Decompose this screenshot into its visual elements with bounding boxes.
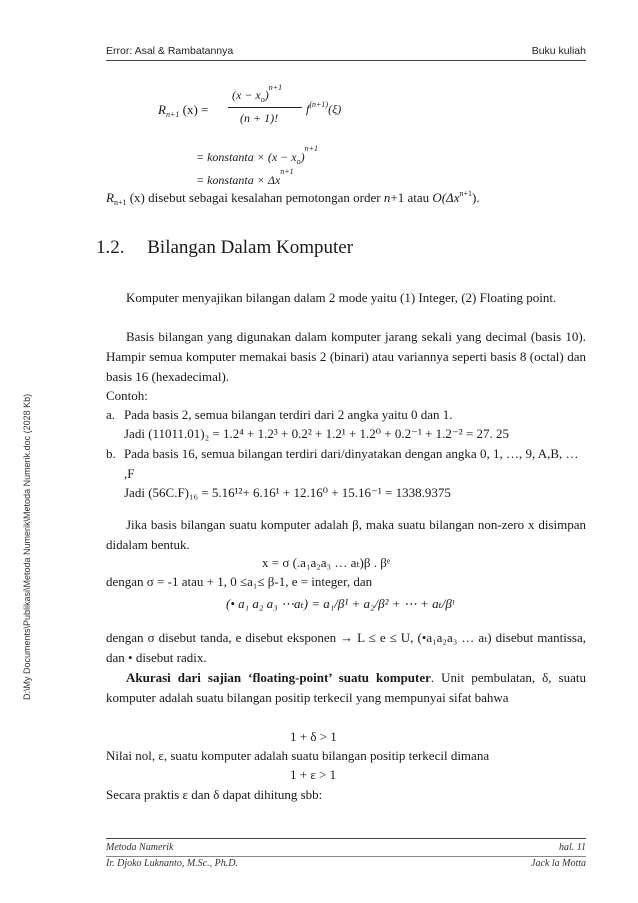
formula-num-close: ) <box>264 88 269 102</box>
ts-o: O(Δx <box>432 190 460 205</box>
paragraph-5: dengan σ disebut tanda, e disebut eksponen → L ≤ e ≤ U, (•a₁a₂a₃ … aₜ) disebut mantissa, dan • disebut radix. <box>106 630 586 665</box>
formula-f: f <box>306 102 310 116</box>
section-number: 1.2. <box>96 237 125 258</box>
equation-epsilon: 1 + ε > 1 <box>290 767 337 782</box>
p6-bold: Akurasi dari sajian ‘floating-point’ suatu komputer <box>126 670 431 685</box>
list-b-text: Pada basis 16, semua bilangan terdiri dari/dinyatakan dengan angka 0, 1, …, 9, A,B, … ,F <box>124 446 579 481</box>
ts-sub: n+1 <box>113 198 127 207</box>
paragraph-1: Komputer menyajikan bilangan dalam 2 mode yaitu (1) Integer, (2) Floating point. <box>126 290 557 305</box>
list-a-label: a. <box>106 407 116 422</box>
equation-delta: 1 + δ > 1 <box>290 729 337 744</box>
list-a-text: Pada basis 2, semua bilangan terdiri dari 2 angka yaitu 0 dan 1. <box>124 407 453 422</box>
list-b-jadi: Jadi (56C.F)₁₆ = 5.16¹²+ 6.16¹ + 12.16⁰ + 15.16⁻¹ = 1338.9375 <box>124 485 451 500</box>
footer-left-2: Ir. Djoko Luknanto, M.Sc., Ph.D. <box>106 858 238 869</box>
formula-f-arg: (ξ) <box>328 102 342 116</box>
contoh-label: Contoh: <box>106 388 148 403</box>
formula-line2-sub: o <box>296 157 301 166</box>
list-a-jadi: Jadi (11011.01)₂ = 1.2⁴ + 1.2³ + 0.2² + 1.2¹ + 1.2⁰ + 0.2⁻¹ + 1.2⁻² = 27. 25 <box>124 426 510 441</box>
truncation-sentence <box>106 188 480 210</box>
header-rule <box>106 60 586 61</box>
header-left: Error: Asal & Rambatannya <box>106 45 234 57</box>
ts-n: n <box>383 190 391 205</box>
paragraph-3: Jika basis bilangan suatu komputer adalah β, maka suatu bilangan non-zero x disimpan didalam bentuk. <box>106 517 586 552</box>
formula-line2-exp: n+1 <box>304 144 319 153</box>
paragraph-6 <box>106 668 586 708</box>
ts-r: R <box>106 190 114 205</box>
equation-x: x = σ (.a₁a₂a₃ … aₜ)β . βᵉ <box>262 555 391 570</box>
footer-right-1: hal. 11 <box>558 842 586 853</box>
side-file-path: D:\My Documents\Publikasi\Metoda Numerik\Metoda Numerik.doc (2028 Kb) <box>22 393 32 700</box>
section-heading <box>96 237 353 259</box>
footer-rule-2 <box>106 856 586 857</box>
formula-lhs-sub: n+1 <box>165 110 180 119</box>
formula-line2-close: ) <box>300 150 305 164</box>
formula-num-sub: o <box>260 95 265 104</box>
section-title: Bilangan Dalam Komputer <box>147 237 354 258</box>
fraction-bar <box>228 107 302 108</box>
paragraph-7: Nilai nol, ε, suatu komputer adalah suatu bilangan positip terkecil dimana <box>106 748 490 763</box>
formula-numerator: (x − x <box>232 88 261 102</box>
header-right: Buku kuliah <box>531 45 586 57</box>
formula-lhs: R <box>158 102 166 117</box>
p6-rest: . Unit pembulatan, δ, suatu komputer adalah suatu bilangan positip terkecil yang mempunyai sifat bahwa <box>106 670 587 705</box>
formula-line3-exp: n+1 <box>280 167 294 176</box>
list-b-label: b. <box>106 446 116 461</box>
formula-denominator: (n + 1)! <box>240 111 279 125</box>
formula-line2: = konstanta × (x − x <box>196 150 297 164</box>
formula-num-exp: n+1 <box>268 83 283 92</box>
paragraph-2: Basis bilangan yang digunakan dalam komputer jarang sekali yang decimal (basis 10). Hampir semua komputer memakai basis 2 (binari) atau variannya seperti basis 8 (octal) dan basis 16 (hexadecimal). <box>106 329 586 384</box>
paragraph-8: Secara praktis ε dan δ dapat dihitung sbb: <box>106 787 323 802</box>
formula-line3: = konstanta × Δx <box>196 173 281 187</box>
equation-mantissa: (• a₁ a₂ a₃ ⋯aₜ) = a₁/β¹ + a₂/β² + ⋯ + aₜ/βᵗ <box>226 596 455 611</box>
ts-exp: n+1 <box>459 189 472 198</box>
ts-plus: +1 atau <box>390 190 433 205</box>
ts-end: ). <box>471 190 480 205</box>
ts-rest: (x) disebut sebagai kesalahan pemotongan order <box>126 190 384 205</box>
footer-right-2: Jack la Motta <box>531 858 586 869</box>
formula-lhs-arg: (x) = <box>182 102 209 117</box>
paragraph-4: dengan σ = -1 atau + 1, 0 ≤a₁≤ β-1, e = integer, dan <box>106 574 373 589</box>
footer-left-1: Metoda Numerik <box>106 842 174 853</box>
footer-rule <box>106 838 586 839</box>
formula-f-exp: (n+1) <box>309 100 329 109</box>
